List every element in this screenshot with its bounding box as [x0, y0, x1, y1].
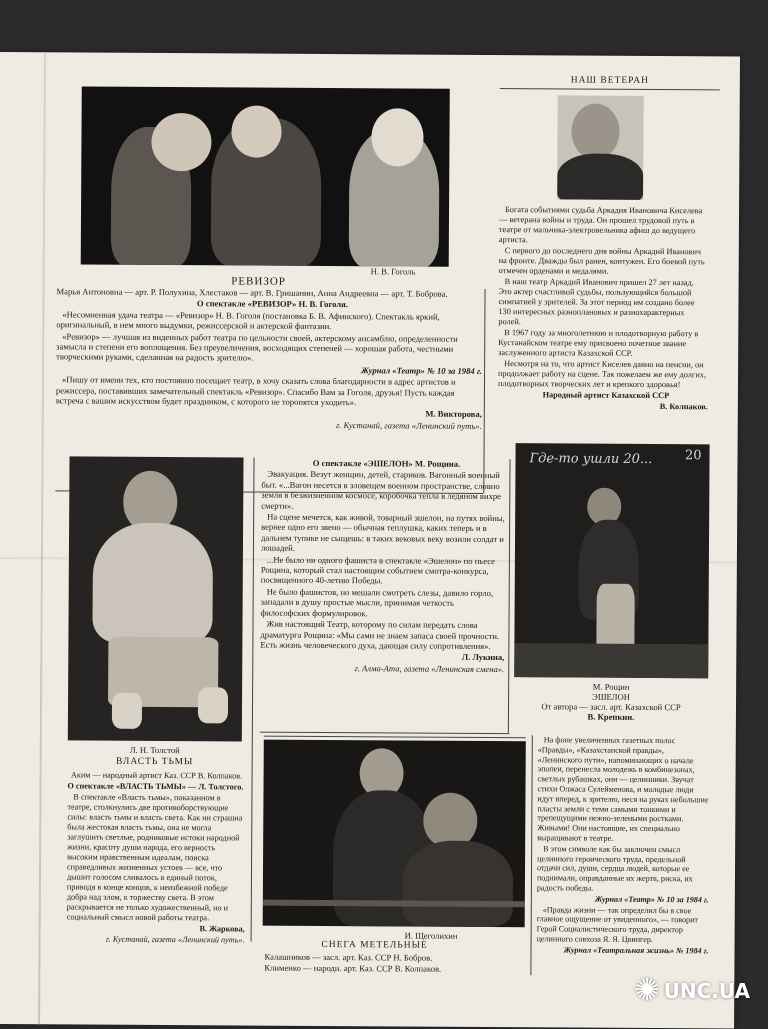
- ashelon-paragraph-1: Эвакуация. Везут женщин, детей, стариков. Вагонный военный быт. «...Вагон несется в зловещем военном пространстве, словно земля в безжизненном космосе, коробочка тепла в ледяном вихре смерти».: [261, 469, 505, 512]
- revizor-paragraph-1: «Несомненная удача театра — «Ревизор» Н. В. Гоголя (постановка Б. В. Афинского). Спектакль яркий, оригинальный, в нем много выдумки, режиссерской и актерской фантазии.: [56, 309, 482, 332]
- ashelon-cap-line: От автора — засл. арт. Казахской ССР: [514, 701, 708, 713]
- ashelon-cap-title: ЭШЕЛОН: [514, 691, 708, 703]
- snega-cast-2: Клименко — народн. арт. Каз. ССР В. Колпаков.: [264, 963, 524, 975]
- veteran-signer-title: Народный артист Казахской ССР: [498, 390, 708, 401]
- vlast-source: г. Кустанай, газета «Ленинский путь».: [67, 934, 245, 945]
- veteran-signer: В. Колпаков.: [498, 401, 708, 412]
- vlast-subtitle: О спектакле «ВЛАСТЬ ТЬМЫ» — Л. Толстого.: [67, 781, 245, 792]
- ashelon-text: [260, 458, 505, 676]
- veteran-paragraph-4: В 1967 году за многолетнюю и плодотворную работу в Кустанайском театре ему присвоено почетное звание заслуженного артиста Казахской ССР.: [498, 328, 708, 359]
- veteran-rule: [500, 88, 720, 90]
- vlast-author: Л. Н. Толстой: [68, 744, 242, 756]
- veteran-portrait: [557, 95, 644, 200]
- veteran-text: [498, 205, 709, 413]
- revizor-subtitle: О спектакле «РЕВИЗОР» Н. В. Гоголя.: [56, 298, 482, 311]
- revizor-source-2: г. Кустанай, газета «Ленинский путь».: [56, 418, 482, 431]
- star-logo-icon: ✺: [635, 976, 660, 1006]
- snega-paragraph-2: В этом символе как бы заключен смысл целинного героического труда, предельной отдачи сил, души, сердца людей, которые ее поднимали, оправданные их жертв, риска, их радость победы.: [537, 844, 709, 894]
- revizor-paragraph-2: «Ревизор» — лучшая из виденных работ театра по цельности своей, актерскому ансамблю, определенности замысла и степени его воплощения. Без преувеличения, восходящих степеней — хорошая работа, честными творческими руками, сделанная на радость зрителю».: [56, 331, 482, 365]
- vlast-heading: ВЛАСТЬ ТЬМЫ: [68, 756, 242, 767]
- ashelon-chalk-number: 20: [685, 448, 702, 463]
- ashelon-cap-name: В. Крепкин.: [514, 711, 708, 723]
- veteran-paragraph-5: Несмотря на то, что артист Киселев давно на пенсии, он продолжает работу на сцене. Так пожелаем же ему долгих, плодотворных творческих лет и крепкого здоровья!: [498, 359, 708, 390]
- vlast-rule-right: [251, 458, 255, 942]
- veteran-paragraph-3: В наш театр Аркадий Иванович пришел 27 лет назад. Это актер счастливой судьбы, пользующийся большой симпатией у зрителей. За этот период им создано более 130 интересных разноплановых и разнохарактерных ролей.: [498, 277, 708, 328]
- snega-cast-1: Калашников — засл. арт. Каз. ССР Н. Бобров.: [264, 952, 524, 964]
- veteran-paragraph-1: Богата событиями судьба Аркадия Ивановича Киселева — ветерана войны и труда. Он прошел трудовой путь в театре от мальчика-электровельника афиш до ведущего артиста.: [499, 205, 709, 246]
- vlast-cast: Аким — народный артист Каз. ССР В. Колпаков.: [68, 770, 246, 781]
- vlast-signer: В. Жаркова,: [67, 923, 245, 934]
- ashelon-chalk-writing: Где-то ушли 20...: [529, 451, 652, 467]
- snega-source-1: Журнал «Театр» № 10 за 1984 г.: [537, 894, 709, 905]
- revizor-signer: М. Викторова,: [56, 407, 482, 420]
- newspaper-page: [0, 52, 740, 1029]
- page-spine: [38, 52, 46, 1024]
- snega-rule-right: [530, 735, 532, 975]
- ashelon-paragraph-2: На сцене мечется, как живой, товарный эшелон, на путях войны, вернее одно его звено — обычная теплушка, каких теперь и в дальнем тупике не сыщешь: в таких вековых веку возили солдат и лошадей.: [261, 512, 505, 555]
- snega-heading: СНЕГА МЕТЕЛЬНЫЕ: [295, 940, 455, 951]
- ashelon-paragraph-4: Не было фашистов, но мешали смотреть слезы, давило горло, западали в душу простые мысли, принимая четкость философских формулировок.: [261, 586, 505, 619]
- ashelon-rule-right: [508, 459, 511, 733]
- ashelon-subtitle: О спектакле «ЭШЕЛОН» М. Рощина.: [261, 458, 505, 470]
- ashelon-rule-bottom: [260, 732, 510, 735]
- revizor-source-1: Журнал «Театр» № 10 за 1984 г.: [56, 363, 482, 376]
- revizor-text: [56, 286, 483, 432]
- revizor-paragraph-3: «Пишу от имени тех, кто постоянно посещает театр, в хочу сказать слова благодарности в адрес артистов и режиссера, поставивших замечательный спектакль «Ревизор». Спасибо Вам за Гоголя, друзья! Пусть каждая встреча с вашим искусством будет праздником, с которого не торопятся уходить».: [56, 375, 482, 409]
- snega-photo: [263, 740, 526, 928]
- ashelon-signer: Л. Лукина,: [260, 651, 504, 663]
- snega-text: [536, 735, 709, 957]
- snega-paragraph-3: «Правда жизни — так определил бы я свое главное ощущение от увиденного», — говорит Герой Социалистического труда, директор целинного совхоза Я. Я. Цвингер.: [537, 905, 709, 945]
- ashelon-cap-author: М. Рощин: [514, 681, 708, 693]
- snega-author: И. Щеголихин: [405, 930, 458, 941]
- vlast-tmy-photo: [68, 456, 244, 741]
- revizor-author: Н. В. Гоголь: [371, 266, 416, 277]
- watermark-text: UNC.UA: [664, 979, 750, 1003]
- vlast-paragraph-1: В спектакле «Власть тьмы», показанном в театре, столкнулись две противоборствующие силы: власть тьмы и власть света. Как ни страшна была жестокая власть тьмы, она не могла заглушить светлые, родниковые истоки народной жизни, красоту души народа, его верность высоким нравственным идеалам, поиска справедливых жизненных устоев — все, что дышит голосом сливалось в единый поток, приводя в конце концов, к неизбежной победе добра над злом, к торжеству света. В этом раскрывается не только художественный, но и социальный смысл новой работы театра.: [67, 792, 246, 923]
- snega-cast: [264, 952, 524, 976]
- revizor-heading: РЕВИЗОР: [199, 275, 319, 288]
- snega-paragraph-1: На фоне увеличенных газетных полос «Правды», «Казахстанской правды», «Ленинского пути», напоминающих о начале эпопеи, перенесла молодежь в комбинезонах, светлых рубашках, они — целинники. Звучат стихи Олжаса Сулейменова, и молодые люди идут вперед, к зрителю, неся на руках небольшие пласты земли с теми самыми тонкими и трепещущими нежно-зелеными ростками. Живыми! Они настоящие, их специально выращивают в театре.: [537, 735, 710, 844]
- snega-source-2: Журнал «Театральная жизнь» № 1984 г.: [536, 945, 708, 956]
- vlast-text: [67, 770, 246, 946]
- watermark: [635, 976, 751, 1006]
- revizor-cast: Марья Антоновна — арт. Р. Полухина, Хлестаков — арт. В. Гришанин, Анна Андреевна — арт. Т. Боброва.: [57, 286, 483, 299]
- ashelon-source: г. Алма-Ата, газета «Ленинская смена».: [260, 662, 504, 674]
- ashelon-paragraph-3: ...Не было ни одного фашиста в спектакле «Эшелон» по пьесе Рощина, который стал настоящим событием смотра-конкурса, посвященного 40-летию Победы.: [261, 554, 505, 587]
- veteran-heading: НАШ ВЕТЕРАН: [540, 75, 680, 86]
- snega-rule-top: [264, 736, 526, 739]
- ashelon-photo: [514, 443, 709, 678]
- veteran-paragraph-2: С первого до последнего дня войны Аркадий Иванович на фронте. Дважды был ранен, контужен. Его боевой путь отмечен орденами и медалями.: [499, 246, 709, 277]
- ashelon-paragraph-5: Жив настоящий Театр, которому по силам передать слова драматурга Рощина: «Мы сами не знаем запаса своей прочности. Есть жизнь человеческого духа, дающая силу сопротивления».: [260, 619, 504, 652]
- revizor-photo: [81, 87, 450, 267]
